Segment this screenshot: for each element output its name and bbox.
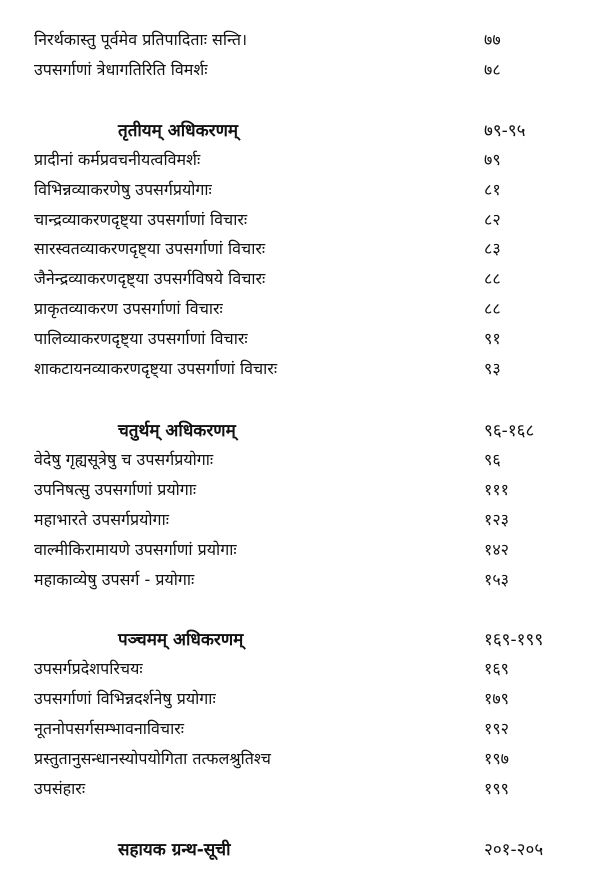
toc-entry — [0, 744, 600, 774]
entry-title: उपसंहारः — [34, 779, 86, 798]
entry-title: निरर्थकास्तु पूर्वमेव प्रतिपादिताः सन्ति। — [34, 30, 248, 49]
toc-entry — [0, 654, 600, 684]
entry-page: ७८ — [484, 60, 501, 79]
toc-entry — [0, 25, 600, 55]
entry-page: १९७ — [484, 749, 509, 768]
section-title: पञ्चमम् अधिकरणम् — [118, 630, 244, 650]
entry-page: ८३ — [484, 239, 501, 258]
entry-page: ९३ — [484, 359, 501, 378]
entry-page: ८२ — [484, 210, 501, 229]
entry-title: जैनेन्द्रव्याकरणदृष्ट्या उपसर्गविषये विचारः — [34, 269, 266, 288]
entry-page: ७९ — [484, 150, 501, 169]
entry-page: १५३ — [484, 570, 509, 589]
entry-title: महाभारते उपसर्गप्रयोगाः — [34, 510, 169, 529]
toc-entry — [0, 264, 600, 294]
toc-entry — [0, 714, 600, 744]
section-title: चतुर्थम् अधिकरणम् — [118, 421, 236, 441]
toc-entry — [0, 234, 600, 264]
entry-title: शाकटायनव्याकरणदृष्ट्या उपसर्गाणां विचारः — [34, 359, 278, 378]
entry-title: प्रादीनां कर्मप्रवचनीयत्वविमर्शः — [34, 150, 201, 169]
toc-entry — [0, 205, 600, 235]
toc-entry — [0, 175, 600, 205]
entry-title: विभिन्नव्याकरणेषु उपसर्गप्रयोगाः — [34, 180, 212, 199]
toc-entry — [0, 145, 600, 175]
entry-page: १११ — [484, 480, 509, 499]
entry-title: वेदेषु गृह्यसूत्रेषु च उपसर्गप्रयोगाः — [34, 450, 214, 469]
entry-page: ८८ — [484, 299, 501, 318]
entry-title: चान्द्रव्याकरणदृष्ट्या उपसर्गाणां विचारः — [34, 210, 248, 229]
entry-page: १६९ — [484, 659, 509, 678]
entry-title: उपसर्गाणां विभिन्नदर्शनेषु प्रयोगाः — [34, 689, 216, 708]
toc-entry — [0, 565, 600, 595]
entry-title: पालिव्याकरणदृष्ट्या उपसर्गाणां विचारः — [34, 329, 248, 348]
entry-title: उपनिषत्सु उपसर्गाणां प्रयोगाः — [34, 480, 197, 499]
bibliography-pages: २०१-२०५ — [484, 840, 544, 860]
entry-title: नूतनोपसर्गसम्भावनाविचारः — [34, 719, 184, 738]
entry-page: ९६ — [484, 450, 501, 469]
section-title: तृतीयम् अधिकरणम् — [118, 121, 239, 141]
section-heading — [0, 416, 600, 446]
entry-page: १९२ — [484, 719, 509, 738]
entry-title: महाकाव्येषु उपसर्ग - प्रयोगाः — [34, 570, 195, 589]
entry-page: १४२ — [484, 540, 509, 559]
entry-page: ८१ — [484, 180, 501, 199]
toc-entry — [0, 535, 600, 565]
toc-entry — [0, 684, 600, 714]
toc-entry — [0, 505, 600, 535]
toc-entry — [0, 475, 600, 505]
section-heading — [0, 116, 600, 146]
section-pages: १६९-१९९ — [484, 630, 544, 650]
entry-title: वाल्मीकिरामायणे उपसर्गाणां प्रयोगाः — [34, 540, 237, 559]
toc-entry — [0, 324, 600, 354]
entry-page: १७९ — [484, 689, 509, 708]
toc-entry — [0, 774, 600, 804]
entry-title: उपसर्गाणां त्रेधागतिरिति विमर्शः — [34, 60, 208, 79]
section-pages: ७९-९५ — [484, 121, 526, 141]
bibliography-title: सहायक ग्रन्थ-सूची — [118, 840, 231, 860]
toc-entry — [0, 55, 600, 85]
toc-entry — [0, 354, 600, 384]
toc-entry — [0, 445, 600, 475]
bibliography-heading — [0, 835, 600, 865]
entry-title: उपसर्गप्रदेशपरिचयः — [34, 659, 143, 678]
entry-page: ७७ — [484, 30, 501, 49]
entry-page: ९१ — [484, 329, 501, 348]
entry-title: सारस्वतव्याकरणदृष्ट्या उपसर्गाणां विचारः — [34, 239, 266, 258]
entry-page: ८८ — [484, 269, 501, 288]
section-pages: ९६-१६८ — [484, 421, 535, 441]
entry-title: प्रस्तुतानुसन्धानस्योपयोगिता तत्फलश्रुतिश्च — [34, 749, 271, 768]
section-heading — [0, 625, 600, 655]
toc-entry — [0, 294, 600, 324]
entry-page: १९९ — [484, 779, 509, 798]
entry-title: प्राकृतव्याकरण उपसर्गाणां विचारः — [34, 299, 223, 318]
entry-page: १२३ — [484, 510, 509, 529]
